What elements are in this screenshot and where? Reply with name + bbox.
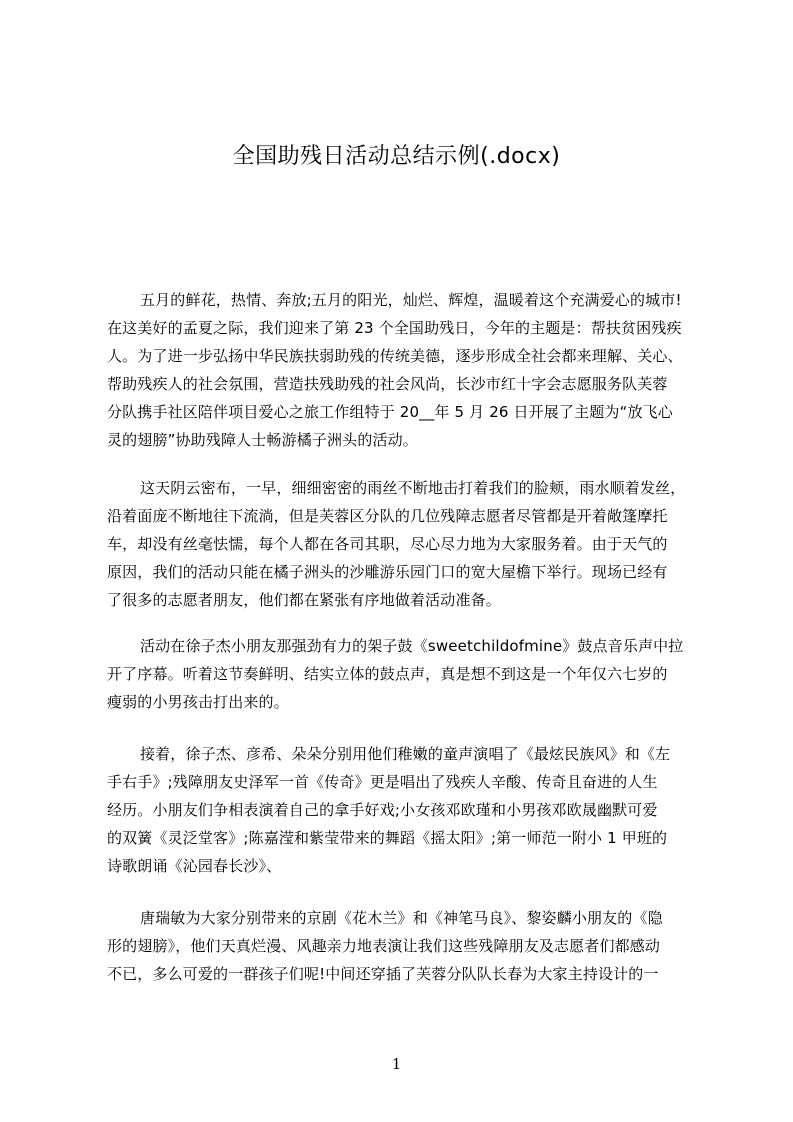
paragraph-3-line-3: 瘦弱的小男孩击打出来的。 xyxy=(107,693,289,711)
paragraph-1-line-4: 帮助残疾人的社会氛围，营造扶残助残的社会风尚，长沙市红十字会志愿服务队芙蓉 xyxy=(107,375,668,393)
paragraph-2-line-1: 这天阴云密布，一早，细细密密的雨丝不断地击打着我们的脸颊，雨水顺着发丝， xyxy=(140,479,686,497)
paragraph-4-line-3: 经历。小朋友们争相表演着自己的拿手好戏;小女孩邓欧瑾和小男孩邓欧晟幽默可爱 xyxy=(107,801,658,819)
paragraph-1-line-1: 五月的鲜花，热情、奔放;五月的阳光，灿烂、辉煌，温暖着这个充满爱心的城市! xyxy=(140,291,682,309)
paragraph-2-line-5: 了很多的志愿者朋友，他们都在紧张有序地做着活动准备。 xyxy=(107,591,501,609)
paragraph-5-line-2: 形的翅膀》，他们天真烂漫、风趣亲力地表演让我们这些残障朋友及志愿者们都感动 xyxy=(107,937,661,955)
paragraph-1-line-2: 在这美好的孟夏之际，我们迎来了第 23 个全国助残日，今年的主题是：帮扶贫困残疾 xyxy=(107,319,682,337)
paragraph-1-line-3: 人。为了进一步弘扬中华民族扶弱助残的传统美德，逐步形成全社会都来理解、关心、 xyxy=(107,347,683,365)
paragraph-3-line-2: 开了序幕。听着这节奏鲜明、结实立体的鼓点声，真是想不到这是一个年仅六七岁的 xyxy=(107,665,668,683)
paragraph-5-line-3: 不已，多么可爱的一群孩子们呢!中间还穿插了芙蓉分队队长春为大家主持设计的一 xyxy=(107,965,659,983)
paragraph-2-line-3: 车，却没有丝毫怯懦，每个人都在各司其职，尽心尽力地为大家服务着。由于天气的 xyxy=(107,535,668,553)
paragraph-4-line-2: 手右手》;残障朋友史泽军一首《传奇》更是唱出了残疾人辛酸、传奇且奋进的人生 xyxy=(107,773,658,791)
paragraph-1-line-5: 分队携手社区陪伴项目爱心之旅工作组特于 20__年 5 月 26 日开展了主题为“放飞心 xyxy=(107,403,673,421)
paragraph-2-line-4: 原因，我们的活动只能在橘子洲头的沙雕游乐园门口的宽大屋檐下举行。现场已经有 xyxy=(107,563,668,581)
paragraph-1-line-6: 灵的翅膀”协助残障人士畅游橘子洲头的活动。 xyxy=(107,431,418,449)
paragraph-3-line-1: 活动在徐子杰小朋友那强劲有力的架子鼓《sweetchildofmine》鼓点音乐声中拉 xyxy=(140,637,684,655)
paragraph-4-line-5: 诗歌朗诵《沁园春长沙》、 xyxy=(107,857,282,875)
paragraph-5-line-1: 唐瑞敏为大家分别带来的京剧《花木兰》和《神笔马良》、黎姿麟小朋友的《隐 xyxy=(140,909,663,927)
page-number: 1 xyxy=(391,1055,402,1073)
paragraph-2-line-2: 沿着面庞不断地往下流淌，但是芙蓉区分队的几位残障志愿者尽管都是开着敞篷摩托 xyxy=(107,507,668,525)
paragraph-4-line-1: 接着，徐子杰、彦希、朵朵分别用他们稚嫩的童声演唱了《最炫民族风》和《左 xyxy=(140,745,671,763)
paragraph-4-line-4: 的双簧《灵泛堂客》;陈嘉滢和紫莹带来的舞蹈《摇太阳》;第一师范一附小 1 甲班的 xyxy=(107,829,668,847)
document-title: 全国助残日活动总结示例(.docx) xyxy=(232,144,561,169)
